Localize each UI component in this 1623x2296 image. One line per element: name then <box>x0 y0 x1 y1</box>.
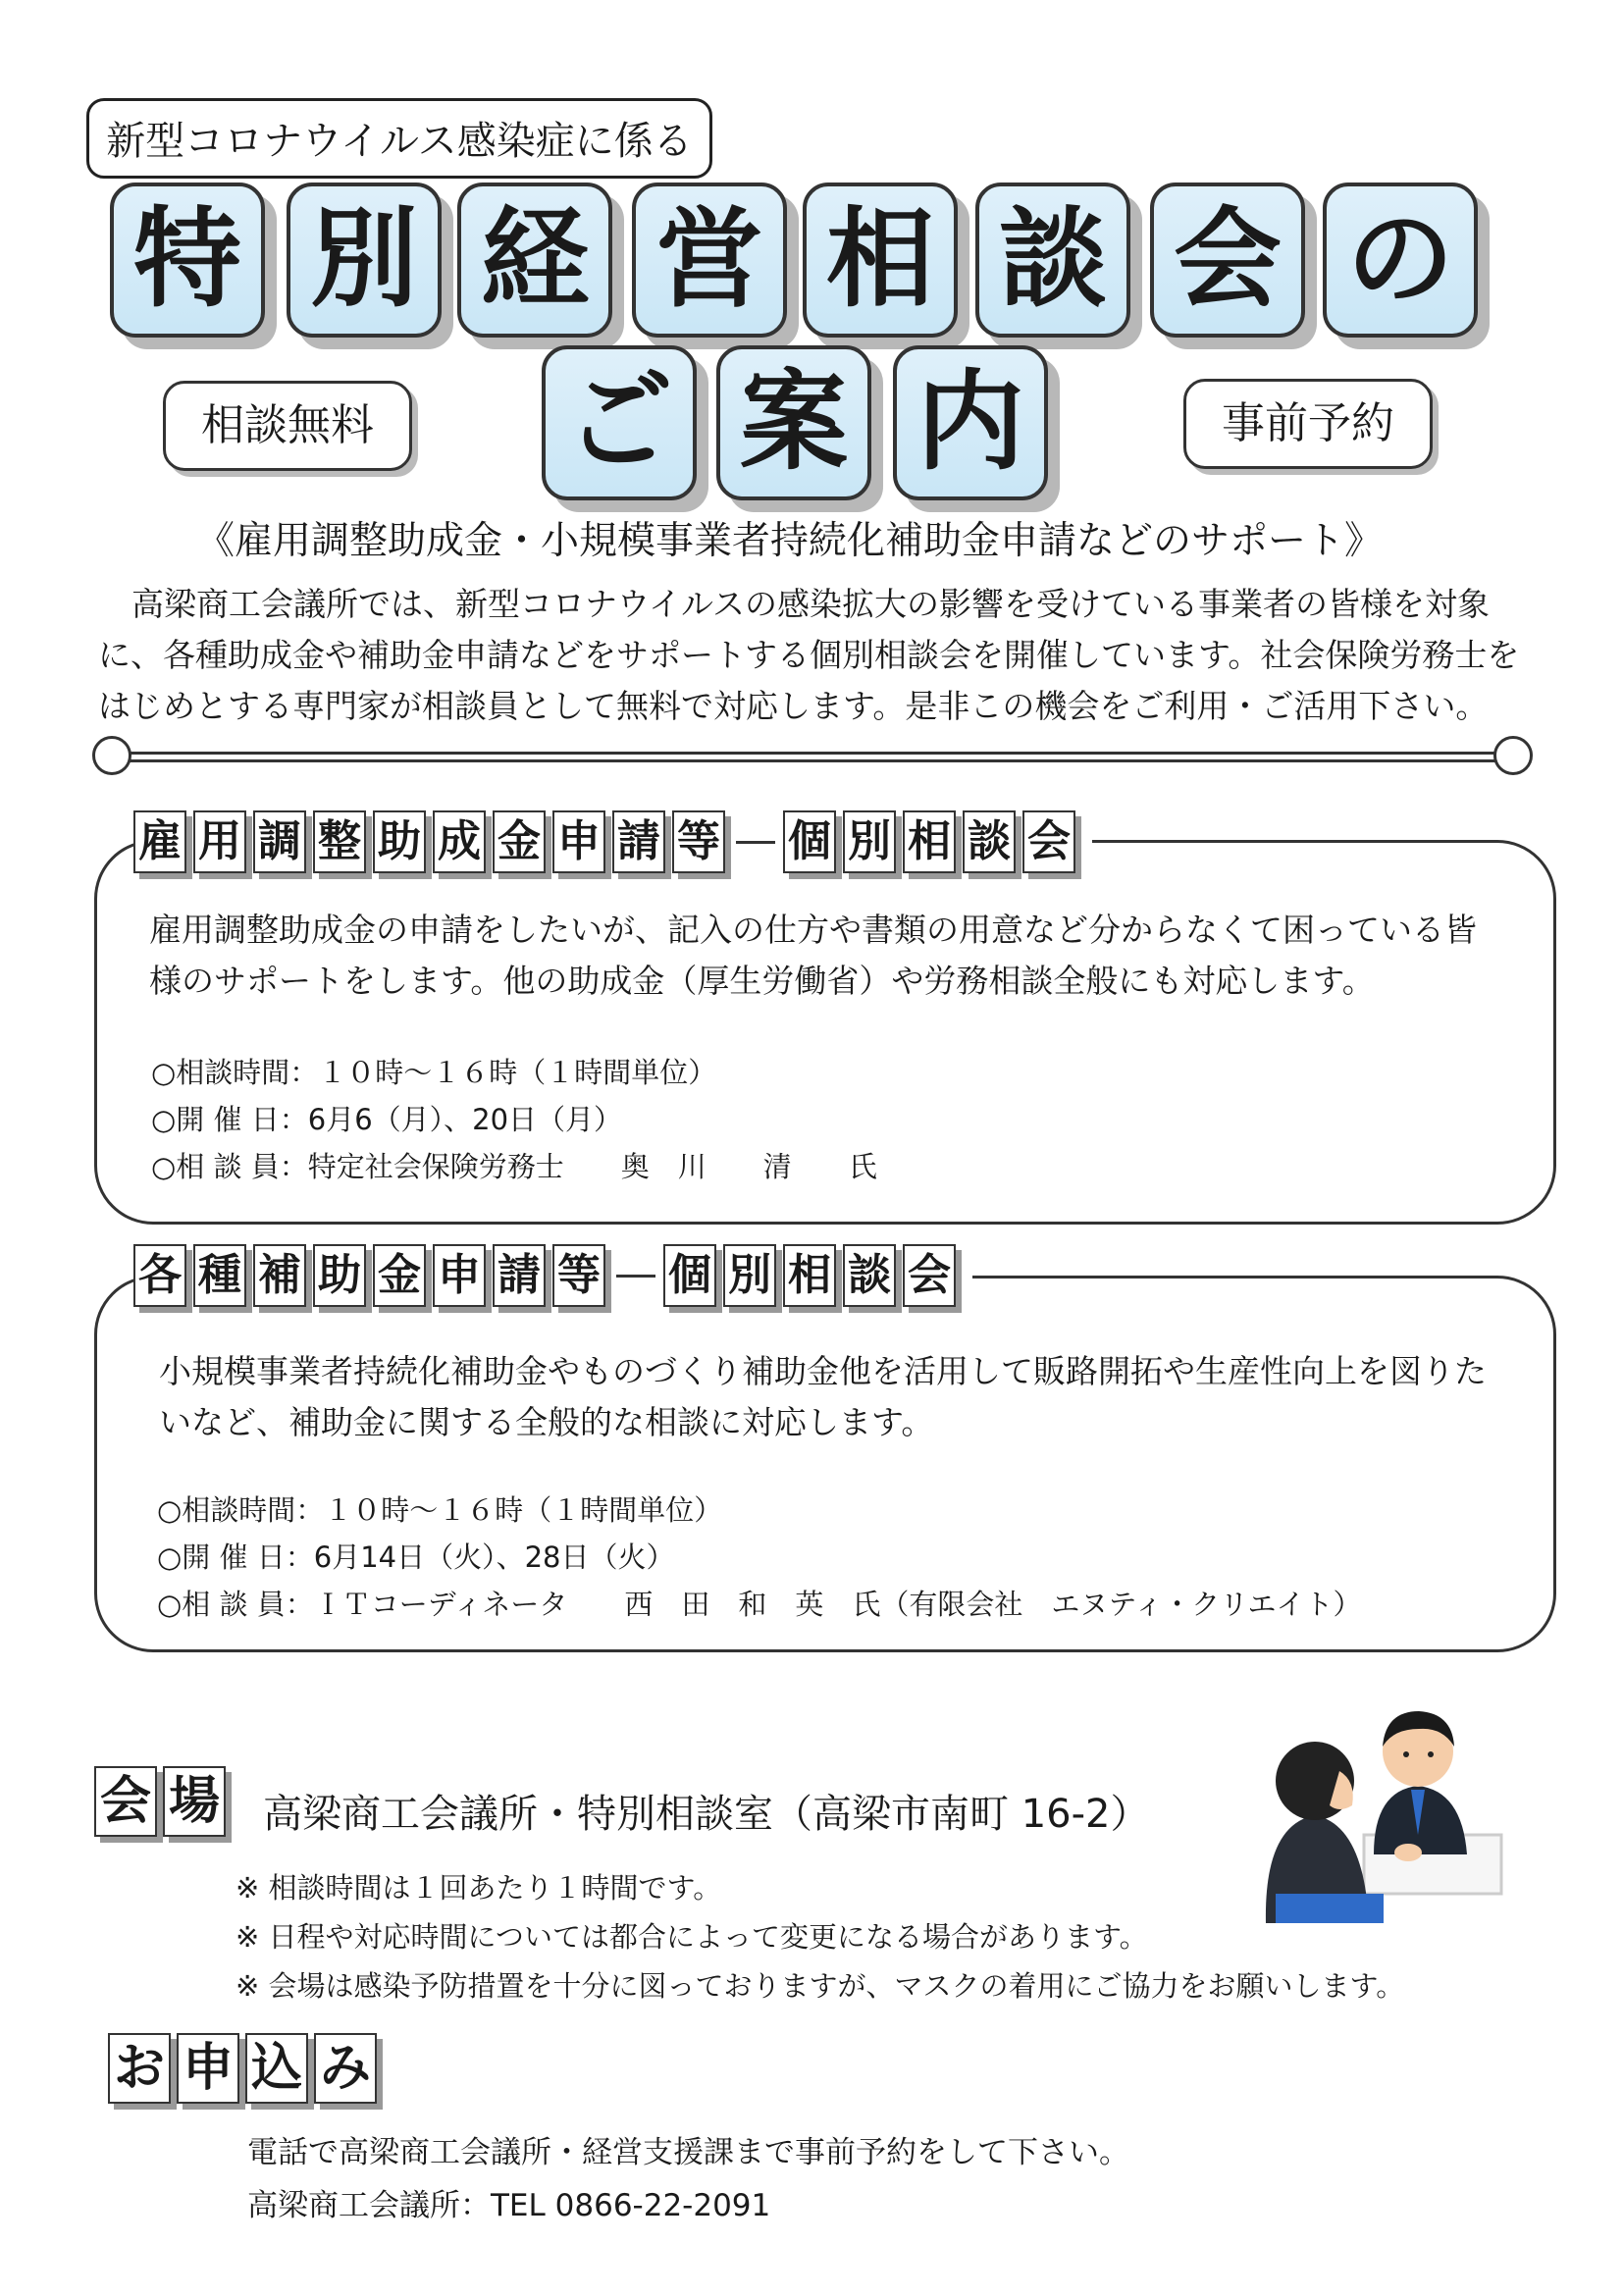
heading-char: 個 <box>663 1244 716 1307</box>
label-char: 込 <box>245 2033 308 2104</box>
heading-char: 請 <box>493 1244 546 1307</box>
heading-char: 請 <box>612 810 665 873</box>
consult-time: ○相談時間：１０時～１６時（１時間単位） <box>157 1493 723 1527</box>
label-char: 会 <box>94 1766 157 1837</box>
heading-char: 申 <box>552 810 605 873</box>
title-char: 経 <box>457 183 612 338</box>
consultant: ○相 談 員：ＩＴコーディネータ 西 田 和 英 氏（有限会社 エヌティ・クリエイト） <box>157 1588 1362 1621</box>
event-dates: ○開 催 日：6月6（月）、20日（月） <box>151 1103 623 1136</box>
consultant: ○相 談 員：特定社会保険労務士 奥 川 清 氏 <box>151 1150 877 1183</box>
title-char: 談 <box>975 183 1130 338</box>
heading-char: 助 <box>313 1244 366 1307</box>
heading-char: 相 <box>903 810 956 873</box>
heading-char: 各 <box>133 1244 186 1307</box>
tagline-badge: 新型コロナウイルス感染症に係る <box>86 98 712 179</box>
intro-paragraph: 高梁商工会議所では、新型コロナウイルスの感染拡大の影響を受けている事業者の皆様を対象に、各種助成金や補助金申請などをサポートする個別相談会を開催しています。社会保険労務士をはじめとする専門家が相談員として無料で対応します。是非この機会をご利用・ご活用下さい。 <box>98 585 1520 725</box>
title-char: 営 <box>632 183 787 338</box>
heading-char: 別 <box>843 810 896 873</box>
label-char: 申 <box>177 2033 239 2104</box>
free-consultation-badge: 相談無料 <box>163 381 412 471</box>
heading-char: 等 <box>672 810 725 873</box>
heading-char: 金 <box>373 1244 426 1307</box>
phone-number: 高梁商工会議所：TEL 0866-22-2091 <box>247 2188 771 2223</box>
section-heading-subsidy <box>133 1244 972 1307</box>
section-body: 小規模事業者持続化補助金やものづくり補助金他を活用して販路開拓や生産性向上を図りたいなど、補助金に関する全般的な相談に対応します。 <box>159 1352 1487 1441</box>
heading-char: 金 <box>493 810 546 873</box>
apply-instruction: 電話で高梁商工会議所・経営支援課まで事前予約をして下さい。 <box>247 2135 1129 2170</box>
heading-connector <box>736 841 775 844</box>
heading-char: 補 <box>253 1244 306 1307</box>
divider-end-left <box>92 736 131 775</box>
heading-char: 個 <box>783 810 836 873</box>
label-char: み <box>314 2033 377 2104</box>
note: ※ 日程や対応時間については都合によって変更になる場合があります。 <box>236 1920 1148 1954</box>
title-char: 案 <box>716 345 871 500</box>
venue-address: 高梁商工会議所・特別相談室（高梁市南町 16-2） <box>263 1792 1150 1837</box>
heading-char: 相 <box>783 1244 836 1307</box>
heading-char: 整 <box>313 810 366 873</box>
label-char: お <box>108 2033 171 2104</box>
divider-end-right <box>1493 736 1533 775</box>
heading-char: 談 <box>963 810 1016 873</box>
heading-char: 用 <box>193 810 246 873</box>
section-body: 雇用調整助成金の申請をしたいが、記入の仕方や書類の用意など分からなくて困っている皆様のサポートをします。他の助成金（厚生労働省）や労務相談全般にも対応します。 <box>149 911 1477 1000</box>
consult-time: ○相談時間：１０時～１６時（１時間単位） <box>151 1056 717 1089</box>
divider <box>116 752 1507 755</box>
title-char: 内 <box>893 345 1048 500</box>
label-char: 場 <box>163 1766 226 1837</box>
title-char: の <box>1323 183 1478 338</box>
title-char: 相 <box>803 183 958 338</box>
heading-char: 助 <box>373 810 426 873</box>
note: ※ 会場は感染予防措置を十分に図っておりますが、マスクの着用にご協力をお願いします。 <box>236 1969 1405 2003</box>
reservation-badge: 事前予約 <box>1183 379 1433 469</box>
heading-connector <box>616 1275 655 1278</box>
heading-char: 会 <box>903 1244 956 1307</box>
venue-label <box>94 1766 232 1837</box>
note: ※ 相談時間は１回あたり１時間です。 <box>236 1871 722 1905</box>
title-char: 会 <box>1150 183 1305 338</box>
subtitle: 《雇用調整助成金・小規模事業者持続化補助金申請などのサポート》 <box>196 519 1384 563</box>
heading-char: 申 <box>433 1244 486 1307</box>
heading-char: 調 <box>253 810 306 873</box>
title-char: 別 <box>287 183 442 338</box>
heading-char: 別 <box>723 1244 776 1307</box>
heading-char: 成 <box>433 810 486 873</box>
section-heading-employment <box>133 810 1092 873</box>
heading-char: 種 <box>193 1244 246 1307</box>
title-char: ご <box>542 345 697 500</box>
consultation-illustration <box>1246 1688 1511 1923</box>
title-char: 特 <box>110 183 265 338</box>
apply-label <box>108 2033 383 2104</box>
divider <box>116 759 1507 762</box>
heading-char: 会 <box>1022 810 1075 873</box>
heading-char: 談 <box>843 1244 896 1307</box>
heading-char: 等 <box>552 1244 605 1307</box>
event-dates: ○開 催 日：6月14日（火）、28日（火） <box>157 1540 675 1574</box>
heading-char: 雇 <box>133 810 186 873</box>
